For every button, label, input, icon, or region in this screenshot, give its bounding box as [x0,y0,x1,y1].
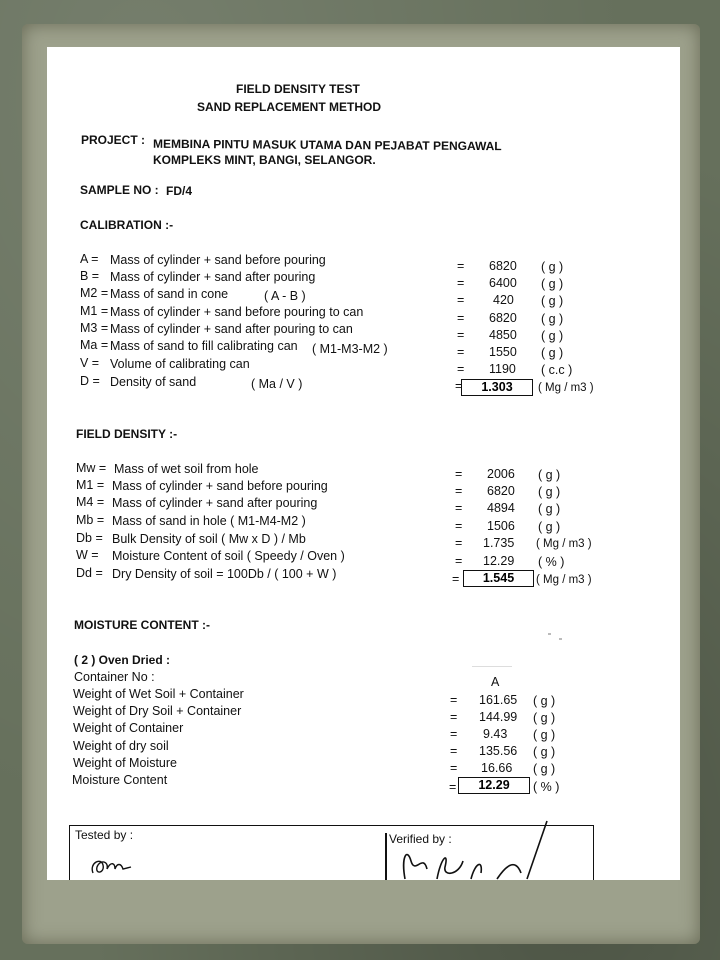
scan-speck [548,633,551,635]
cal-sym: Ma = [80,338,109,352]
scan-speck [559,638,562,640]
cal-unit: ( g ) [541,294,564,308]
signoff-divider [385,833,387,880]
mc-eq: = [450,744,458,758]
moisture-result-box: 12.29 [458,777,530,794]
mc-value: 16.66 [481,761,513,775]
fd-desc: Mass of wet soil from hole [114,462,259,476]
fd-eq: = [455,536,463,550]
fd-unit: ( Mg / m3 ) [536,538,592,550]
cal-desc: Density of sand [110,375,197,389]
cal-unit: ( g ) [541,277,564,291]
cal-desc: Mass of cylinder + sand before pouring [110,253,326,267]
fd-eq: = [455,484,463,498]
cal-desc: Volume of calibrating can [110,357,250,371]
project-line-2: KOMPLEKS MINT, BANGI, SELANGOR. [153,153,376,167]
cal-eq: = [457,259,465,273]
mc-value: 144.99 [479,710,518,724]
fd-unit: ( g ) [538,520,561,534]
mc-unit: ( g ) [533,762,556,776]
cal-value: 1550 [489,345,517,359]
cal-sym: D = [80,374,100,388]
cal-unit: ( c.c ) [541,363,573,377]
mc-desc: Moisture Content [72,773,168,787]
cal-formula: ( Ma / V ) [251,377,303,391]
fd-eq: = [455,519,463,533]
mc-value: 9.43 [483,727,508,741]
fd-value: 12.29 [483,554,515,568]
fd-unit: ( g ) [538,502,561,516]
fd-eq: = [452,572,460,586]
cal-sym: A = [80,252,99,266]
cal-desc: Mass of cylinder + sand after pouring to can [110,322,353,336]
mc-value: 161.65 [479,693,518,707]
container-label: Container No : [74,670,155,684]
fd-desc: Bulk Density of soil ( Mw x D ) / Mb [112,532,306,546]
cal-value: 4850 [489,328,517,342]
tester-signature [87,851,137,880]
dry-density-result-box: 1.545 [463,570,534,587]
fd-value: 1506 [487,519,515,533]
fd-unit: ( % ) [538,555,565,569]
cal-sym: M1 = [80,304,109,318]
cal-eq: = [457,311,465,325]
mc-eq: = [450,693,458,707]
cal-eq: = [455,379,463,393]
cal-desc: Mass of sand in cone [110,287,229,301]
cal-sym: M3 = [80,321,109,335]
fd-sym: M1 = [76,478,105,492]
cal-value: 6820 [489,311,517,325]
fd-desc: Mass of cylinder + sand after pouring [112,496,318,510]
fd-sym: Dd = [76,566,103,580]
doc-title: FIELD DENSITY TEST [236,82,360,96]
scan-speck [472,666,512,667]
tested-by-label: Tested by : [75,828,134,842]
cal-sym: V = [80,356,100,370]
cal-formula: ( M1-M3-M2 ) [312,342,388,356]
fd-desc: Dry Density of soil = 100Db / ( 100 + W ) [112,567,337,581]
cal-eq: = [457,362,465,376]
fd-sym: M4 = [76,495,105,509]
cal-value: 420 [493,293,514,307]
fd-value: 4894 [487,501,515,515]
cal-value: 1190 [489,362,516,376]
fd-unit: ( g ) [538,485,561,499]
cal-value: 6400 [489,276,517,290]
cal-unit: ( g ) [541,346,564,360]
fd-eq: = [455,554,463,568]
project-label: PROJECT : [81,133,146,147]
mc-unit: ( g ) [533,728,556,742]
mc-desc: Weight of dry soil [73,739,169,753]
cal-desc: Mass of sand to fill calibrating can [110,339,298,353]
sample-value: FD/4 [166,184,193,198]
cal-eq: = [457,328,465,342]
cal-sym: B = [80,269,100,283]
mc-unit: ( % ) [533,780,560,794]
fd-desc: Moisture Content of soil ( Speedy / Oven ) [112,549,345,563]
fd-value: 2006 [487,467,515,481]
fd-value: 1.735 [483,536,515,550]
cal-eq: = [457,293,465,307]
project-line-1: MEMBINA PINTU MASUK UTAMA DAN PEJABAT PENGAWAL [152,136,502,154]
cal-eq: = [457,345,465,359]
mc-eq: = [450,761,458,775]
fd-eq: = [455,501,463,515]
fd-unit: ( Mg / m3 ) [536,574,592,586]
oven-dried-subheading: ( 2 ) Oven Dried : [74,653,171,667]
mc-unit: ( g ) [533,745,556,759]
verifier-signature [397,817,577,880]
verified-by-label: Verified by : [389,832,452,846]
mc-unit: ( g ) [533,694,556,708]
fd-unit: ( g ) [538,468,561,482]
cal-sym: M2 = [80,286,109,300]
mc-desc: Weight of Moisture [73,756,177,770]
fd-sym: Db = [76,531,103,545]
density-result-box: 1.303 [461,379,533,396]
mc-eq: = [450,710,458,724]
mc-desc: Weight of Wet Soil + Container [73,687,244,701]
cal-desc: Mass of cylinder + sand after pouring [110,270,316,284]
cal-unit: ( g ) [541,329,564,343]
fd-desc: Mass of sand in hole ( M1-M4-M2 ) [112,514,306,528]
cal-formula: ( A - B ) [264,289,306,303]
cal-eq: = [457,276,465,290]
sample-label: SAMPLE NO : [80,183,159,197]
fd-sym: Mb = [76,513,105,527]
fd-value: 6820 [487,484,515,498]
mc-desc: Weight of Container [73,721,184,735]
cal-unit: ( Mg / m3 ) [538,382,594,394]
fd-desc: Mass of cylinder + sand before pouring [112,479,328,493]
test-sheet [47,47,680,880]
cal-desc: Mass of cylinder + sand before pouring to can [110,305,364,319]
calibration-heading: CALIBRATION :- [80,218,174,232]
cal-unit: ( g ) [541,260,564,274]
container-value: A [491,675,500,689]
mc-eq: = [450,727,458,741]
fd-eq: = [455,467,463,481]
doc-subtitle: SAND REPLACEMENT METHOD [197,100,382,114]
moisture-heading: MOISTURE CONTENT :- [74,618,210,632]
mc-value: 135.56 [479,744,518,758]
fd-sym: Mw = [76,461,107,475]
cal-value: 6820 [489,259,517,273]
mc-unit: ( g ) [533,711,556,725]
mc-eq: = [449,780,457,794]
fd-sym: W = [76,548,99,562]
mc-desc: Weight of Dry Soil + Container [73,704,242,718]
cal-unit: ( g ) [541,312,564,326]
field-density-heading: FIELD DENSITY :- [76,427,178,441]
